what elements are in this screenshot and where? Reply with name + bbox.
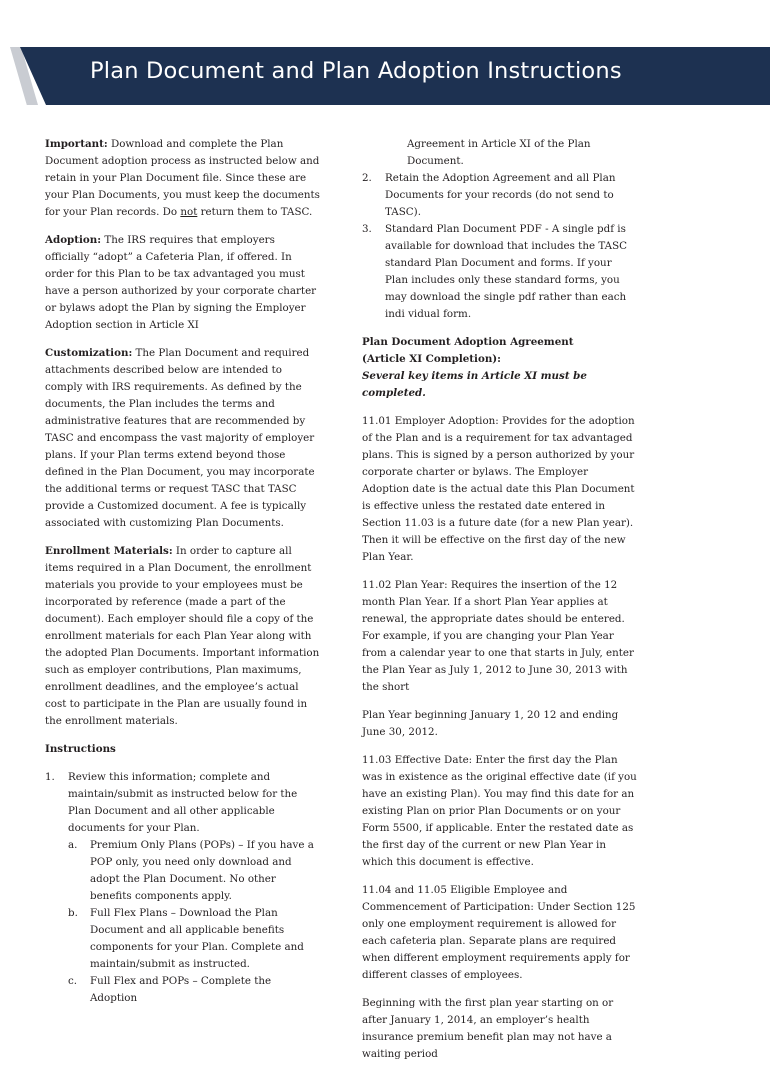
agreement-section-heading [362, 334, 637, 402]
left-column [45, 136, 320, 1007]
section-11-01: 11.01 Employer Adoption: Provides for the adoption of the Plan and is a requirement for tax advantaged plans. This is signed by a person authorized by your corporate charter or bylaws. The Employer Adoption date is the actual date this Plan Document is effective unless the restated date entered in Section 11.03 is a future date (for a new Plan year). Then it will be effective on the first day of the new Plan Year. [362, 415, 635, 563]
adoption-paragraph [45, 232, 320, 334]
item-text: Standard Plan Document PDF - A single pdf is available for download that includes the TASC standard Plan Document and forms. If your Plan includes only these standard forms, you may download the single pdf rather than each indi vidual form. [385, 223, 627, 320]
adoption-text: The IRS requires that employers officially “adopt” a Cafeteria Plan, if offered. In order for this Plan to be tax advantaged you must have a person authorized by your corporate charter or bylaws adopt the Plan by signing the Employer Adoption section in Article XI [45, 234, 317, 331]
instruction-item-2 [362, 170, 637, 221]
important-paragraph [45, 136, 320, 221]
important-text-end: return them to TASC. [197, 206, 313, 218]
item-text: Retain the Adoption Agreement and all Plan Documents for your records (do not send to TASC). [385, 172, 616, 218]
page-title: Plan Document and Plan Adoption Instructions [90, 58, 622, 84]
sub-item-a [68, 837, 320, 905]
section-11-04-05: 11.04 and 11.05 Eligible Employee and Commencement of Participation: Under Section 125 only one employment requirement is allowed for each cafeteria plan. Separate plans are required when different employment requirements apply for different classes of employees. [362, 884, 636, 981]
instruction-item-3 [362, 221, 637, 323]
item-text: Review this information; complete and maintain/submit as instructed below for the Plan Document and all other applicable documents for your Plan. [68, 771, 298, 834]
customization-label: Customization: [45, 347, 133, 359]
sub-item-c [68, 973, 320, 1007]
important-not: not [180, 206, 198, 218]
item-number: 2. [362, 172, 372, 184]
title-banner [0, 47, 770, 105]
item-number: 3. [362, 223, 372, 235]
sub-item-b [68, 905, 320, 973]
sub-list [68, 837, 320, 1007]
section-11-02-continued: Plan Year beginning January 1, 20 12 and ending June 30, 2012. [362, 709, 619, 738]
sub-item-c-continuation: Agreement in Article XI of the Plan Document. [407, 138, 591, 167]
sub-item-letter: c. [68, 975, 78, 987]
agreement-heading-line-1: Plan Document Adoption Agreement [362, 336, 574, 348]
customization-paragraph [45, 345, 320, 532]
waiting-period-paragraph: Beginning with the first plan year starting on or after January 1, 2014, an employer’s health insurance premium benefit plan may not have a waiting period [362, 997, 614, 1060]
enrollment-text: In order to capture all items required in a Plan Document, the enrollment materials you provide to your employees must be incorporated by reference (made a part of the document). Each employer should file a copy of the enrollment materials for each Plan Year along with the adopted Plan Documents. Important information such as employer contributions, Plan maximums, enrollment deadlines, and the employee’s actual cost to participate in the Plan are usually found in the enrollment materials. [45, 545, 320, 727]
item-number: 1. [45, 771, 55, 783]
important-text: Download and complete the Plan Document adoption process as instructed below and retain in your Plan Document file. Since these are your Plan Documents, you must keep the documents for your Plan records. Do [45, 138, 320, 218]
agreement-note: Several key items in Article XI must be completed. [362, 370, 587, 399]
customization-text: The Plan Document and required attachments described below are intended to comply with IRS requirements. As defined by the documents, the Plan includes the terms and administrative features that are recommended by TASC and encompass the vast majority of employer plans. If your Plan terms extend beyond those defined in the Plan Document, you may incorporate the additional terms or request TASC that TASC provide a Customized document. A fee is typically associated with customizing Plan Documents. [45, 347, 315, 529]
sub-item-text: Full Flex and POPs – Complete the Adoption [90, 975, 272, 1004]
enrollment-paragraph [45, 543, 320, 730]
instruction-item-1 [45, 769, 320, 1007]
agreement-heading-line-2: (Article XI Completion): [362, 353, 501, 365]
sub-item-text: Full Flex Plans – Download the Plan Document and all applicable benefits components for your Plan. Complete and maintain/submit as instructed. [90, 907, 304, 970]
important-label: Important: [45, 138, 108, 150]
sub-item-letter: b. [68, 907, 78, 919]
section-11-03: 11.03 Effective Date: Enter the first day the Plan was in existence as the original effective date (if you have an existing Plan). You may find this date for an existing Plan on prior Plan Documents or on your Form 5500, if applicable. Enter the restated date as the first day of the current or new Plan Year in which this document is effective. [362, 754, 637, 868]
sub-item-letter: a. [68, 839, 78, 851]
instructions-heading: Instructions [45, 743, 116, 755]
adoption-label: Adoption: [45, 234, 102, 246]
right-column [362, 136, 637, 1074]
enrollment-label: Enrollment Materials: [45, 545, 173, 557]
sub-item-text: Premium Only Plans (POPs) – If you have a POP only, you need only download and adopt the Plan Document. No other benefits components apply. [90, 839, 314, 902]
section-11-02: 11.02 Plan Year: Requires the insertion of the 12 month Plan Year. If a short Plan Year applies at renewal, the appropriate dates should be entered. For example, if you are changing your Plan Year from a calendar year to one that starts in July, enter the Plan Year as July 1, 2012 to June 30, 2013 with the short [362, 579, 634, 693]
